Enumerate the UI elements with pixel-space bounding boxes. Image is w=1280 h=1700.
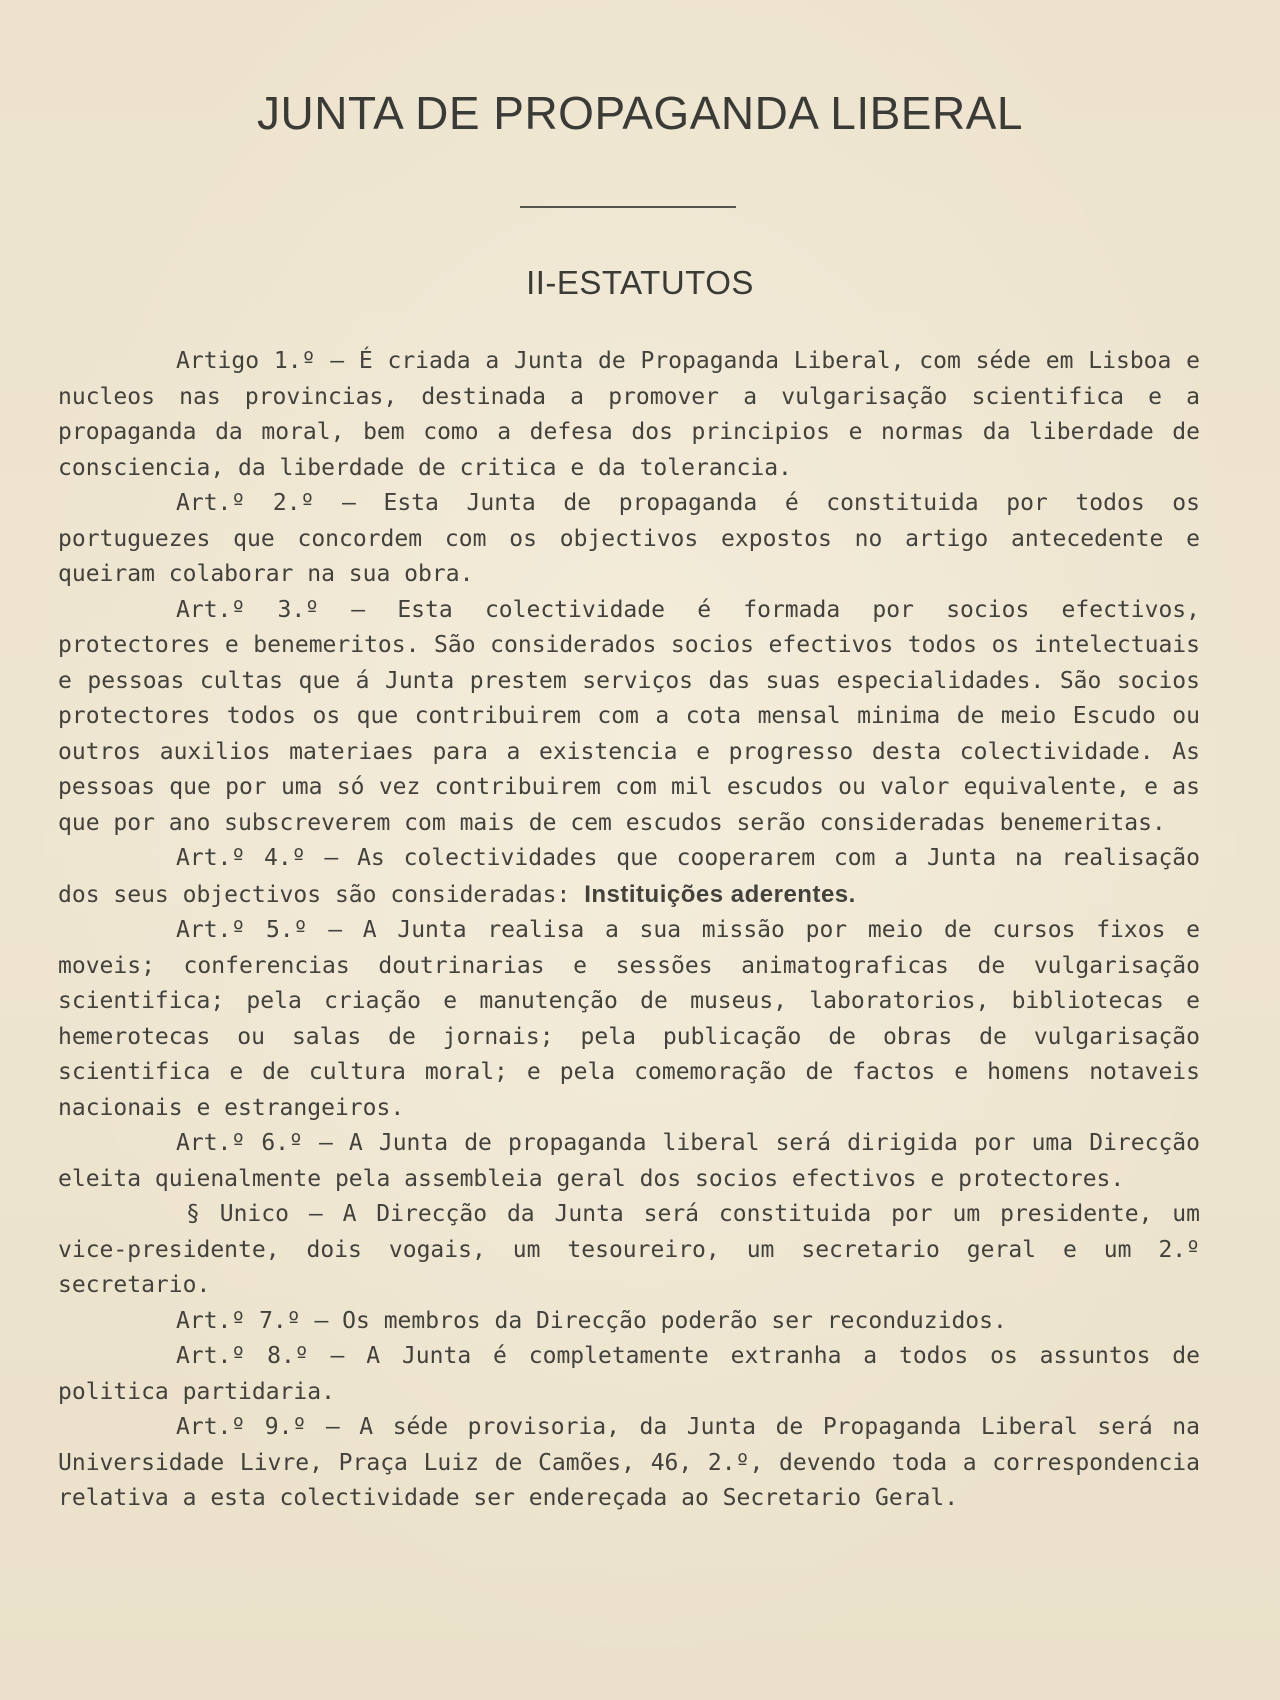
article-9: Art.º 9.º — A séde provisoria, da Junta de Propaganda Liberal será na Universidade Livre, Praça Luiz de Camões, 46, 2.º, devendo toda a correspondencia relativa a esta colectividade ser endereçada ao Secretario Geral.	[58, 1414, 1200, 1511]
article-3: Art.º 3.º — Esta colectividade é formada por socios efectivos, protectores e benemeritos. São considerados socios efectivos todos os intelectuais e pessoas cultas que á Junta prestem serviços das suas especialidades. São socios protectores todos os que contribuirem com a cota mensal minima de meio Escudo ou outros auxilios materiaes para a existencia e progresso desta colectividade. As pessoas que por uma só vez contribuirem com mil escudos ou valor equivalente, e as que por ano subscreverem com mais de cem escudos serão consideradas benemeritas.	[58, 596, 1200, 836]
article-6-unico: § Unico — A Direcção da Junta será constituida por um presidente, um vice-presidente, dois vogais, um tesoureiro, um secretario geral e um 2.º secretario.	[58, 1201, 1200, 1298]
article-7: Art.º 7.º — Os membros da Direcção poderão ser reconduzidos.	[176, 1307, 1007, 1334]
section-heading: II-ESTATUTOS	[526, 264, 754, 301]
article-8: Art.º 8.º — A Junta é completamente extranha a todos os assuntos de politica partidaria.	[58, 1343, 1200, 1405]
article-2: Art.º 2.º — Esta Junta de propaganda é constituida por todos os portuguezes que concordem com os objectivos expostos no artigo antecedente e queiram colaborar na sua obra.	[58, 490, 1200, 587]
article-4-text: Art.º 4.º — As colectividades que cooperarem com a Junta na realisação dos seus objectivos são consideradas:	[58, 845, 1200, 908]
article-4-emphasis: Instituições aderentes.	[584, 880, 856, 908]
statutes-body	[58, 344, 1200, 1517]
title-divider	[520, 206, 736, 208]
article-6: Art.º 6.º — A Junta de propaganda liberal será dirigida por uma Direcção eleita quienalmente pela assembleia geral dos socios efectivos e protectores.	[58, 1130, 1200, 1192]
document-title: JUNTA DE PROPAGANDA LIBERAL	[257, 87, 1023, 139]
article-1: Artigo 1.º — É criada a Junta de Propaganda Liberal, com séde em Lisboa e nucleos nas provincias, destinada a promover a vulgarisação scientifica e a propaganda da moral, bem como a defesa dos principios e normas da liberdade de consciencia, da liberdade de critica e da tolerancia.	[58, 348, 1200, 481]
article-4	[58, 841, 1200, 913]
article-5: Art.º 5.º — A Junta realisa a sua missão por meio de cursos fixos e moveis; conferencias doutrinarias e sessões animatograficas de vulgarisação scientifica; pela criação e manutenção de museus, laboratorios, bibliotecas e hemerotecas ou salas de jornais; pela publicação de obras de vulgarisação scientifica e de cultura moral; e pela comemoração de factos e homens notaveis nacionais e estrangeiros.	[58, 917, 1200, 1121]
